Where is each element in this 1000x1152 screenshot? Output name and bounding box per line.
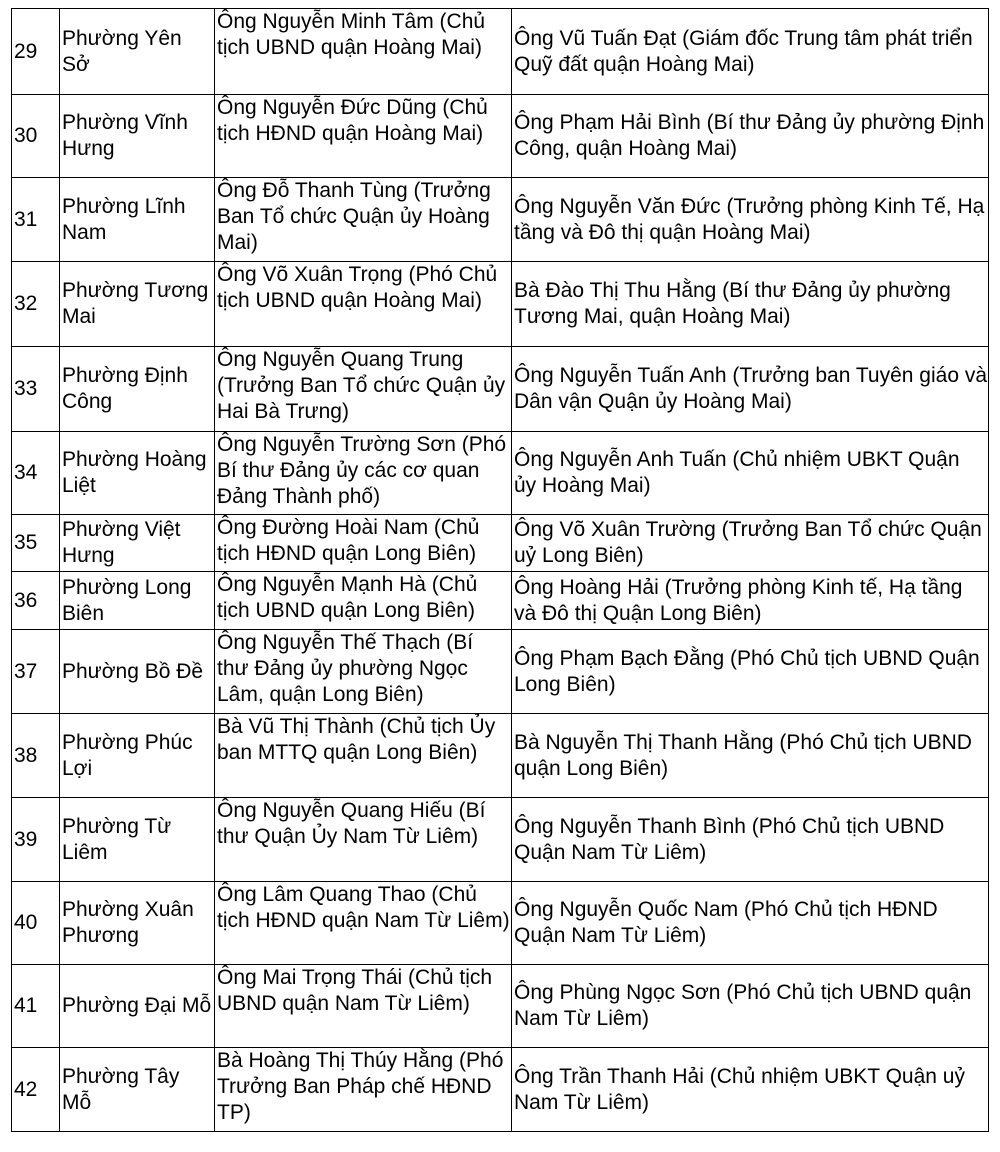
ward-name: Phường Tây Mỗ	[60, 1048, 215, 1132]
assigned-official: Ông Đường Hoài Nam (Chủ tịch HĐND quận Long Biên)	[215, 515, 512, 572]
table-row	[12, 515, 989, 572]
table-row	[12, 262, 989, 347]
ward-name: Phường Hoàng Liệt	[60, 432, 215, 515]
secondary-official: Ông Nguyễn Văn Đức (Trưởng phòng Kinh Tế, Hạ tầng và Đô thị quận Hoàng Mai)	[512, 178, 989, 262]
assigned-official: Ông Nguyễn Mạnh Hà (Chủ tịch UBND quận Long Biên)	[215, 572, 512, 630]
secondary-official: Ông Phạm Bạch Đằng (Phó Chủ tịch UBND Quận Long Biên)	[512, 630, 989, 714]
assigned-official: Ông Nguyễn Trường Sơn (Phó Bí thư Đảng ủy các cơ quan Đảng Thành phố)	[215, 432, 512, 515]
assigned-official: Ông Nguyễn Minh Tâm (Chủ tịch UBND quận Hoàng Mai)	[215, 9, 512, 95]
row-number: 42	[12, 1048, 60, 1132]
secondary-official: Ông Nguyễn Anh Tuấn (Chủ nhiệm UBKT Quận ủy Hoàng Mai)	[512, 432, 989, 515]
table-row	[12, 965, 989, 1048]
table-row	[12, 432, 989, 515]
row-number: 29	[12, 9, 60, 95]
table-row	[12, 630, 989, 714]
table-row	[12, 882, 989, 965]
assigned-official: Bà Hoàng Thị Thúy Hằng (Phó Trưởng Ban Pháp chế HĐND TP)	[215, 1048, 512, 1132]
row-number: 36	[12, 572, 60, 630]
assigned-official: Ông Nguyễn Quang Hiếu (Bí thư Quận Ủy Nam Từ Liêm)	[215, 798, 512, 882]
row-number: 38	[12, 714, 60, 798]
secondary-official: Ông Vũ Tuấn Đạt (Giám đốc Trung tâm phát triển Quỹ đất quận Hoàng Mai)	[512, 9, 989, 95]
ward-name: Phường Định Công	[60, 347, 215, 432]
ward-name: Phường Long Biên	[60, 572, 215, 630]
secondary-official: Ông Trần Thanh Hải (Chủ nhiệm UBKT Quận uỷ Nam Từ Liêm)	[512, 1048, 989, 1132]
assigned-official: Ông Nguyễn Đức Dũng (Chủ tịch HĐND quận Hoàng Mai)	[215, 95, 512, 178]
secondary-official: Bà Đào Thị Thu Hằng (Bí thư Đảng ủy phường Tương Mai, quận Hoàng Mai)	[512, 262, 989, 347]
row-number: 30	[12, 95, 60, 178]
table-row	[12, 798, 989, 882]
secondary-official: Ông Nguyễn Quốc Nam (Phó Chủ tịch HĐND Quận Nam Từ Liêm)	[512, 882, 989, 965]
assigned-official: Ông Mai Trọng Thái (Chủ tịch UBND quận Nam Từ Liêm)	[215, 965, 512, 1048]
row-number: 35	[12, 515, 60, 572]
assigned-official: Ông Nguyễn Quang Trung (Trưởng Ban Tổ chức Quận ủy Hai Bà Trưng)	[215, 347, 512, 432]
table-row	[12, 178, 989, 262]
row-number: 33	[12, 347, 60, 432]
secondary-official: Ông Võ Xuân Trường (Trưởng Ban Tổ chức Quận uỷ Long Biên)	[512, 515, 989, 572]
row-number: 32	[12, 262, 60, 347]
assigned-official: Bà Vũ Thị Thành (Chủ tịch Ủy ban MTTQ quận Long Biên)	[215, 714, 512, 798]
ward-name: Phường Lĩnh Nam	[60, 178, 215, 262]
ward-name: Phường Từ Liêm	[60, 798, 215, 882]
table-row	[12, 95, 989, 178]
table-row	[12, 572, 989, 630]
ward-name: Phường Vĩnh Hưng	[60, 95, 215, 178]
table-body	[12, 9, 989, 1132]
secondary-official: Ông Phùng Ngọc Sơn (Phó Chủ tịch UBND quận Nam Từ Liêm)	[512, 965, 989, 1048]
ward-name: Phường Yên Sở	[60, 9, 215, 95]
ward-name: Phường Tương Mai	[60, 262, 215, 347]
secondary-official: Ông Nguyễn Thanh Bình (Phó Chủ tịch UBND Quận Nam Từ Liêm)	[512, 798, 989, 882]
ward-name: Phường Đại Mỗ	[60, 965, 215, 1048]
assigned-official: Ông Võ Xuân Trọng (Phó Chủ tịch UBND quận Hoàng Mai)	[215, 262, 512, 347]
row-number: 34	[12, 432, 60, 515]
row-number: 39	[12, 798, 60, 882]
table-row	[12, 714, 989, 798]
row-number: 37	[12, 630, 60, 714]
ward-name: Phường Bồ Đề	[60, 630, 215, 714]
assigned-official: Ông Đỗ Thanh Tùng (Trưởng Ban Tổ chức Quận ủy Hoàng Mai)	[215, 178, 512, 262]
secondary-official: Ông Nguyễn Tuấn Anh (Trưởng ban Tuyên giáo và Dân vận Quận ủy Hoàng Mai)	[512, 347, 989, 432]
secondary-official: Bà Nguyễn Thị Thanh Hằng (Phó Chủ tịch UBND quận Long Biên)	[512, 714, 989, 798]
ward-name: Phường Việt Hưng	[60, 515, 215, 572]
ward-name: Phường Phúc Lợi	[60, 714, 215, 798]
table-row	[12, 1048, 989, 1132]
assigned-official: Ông Nguyễn Thế Thạch (Bí thư Đảng ủy phường Ngọc Lâm, quận Long Biên)	[215, 630, 512, 714]
row-number: 40	[12, 882, 60, 965]
ward-assignment-table	[11, 8, 989, 1132]
table-row	[12, 9, 989, 95]
table-row	[12, 347, 989, 432]
row-number: 31	[12, 178, 60, 262]
assigned-official: Ông Lâm Quang Thao (Chủ tịch HĐND quận Nam Từ Liêm)	[215, 882, 512, 965]
secondary-official: Ông Hoàng Hải (Trưởng phòng Kinh tế, Hạ tầng và Đô thị Quận Long Biên)	[512, 572, 989, 630]
ward-name: Phường Xuân Phương	[60, 882, 215, 965]
row-number: 41	[12, 965, 60, 1048]
secondary-official: Ông Phạm Hải Bình (Bí thư Đảng ủy phường Định Công, quận Hoàng Mai)	[512, 95, 989, 178]
